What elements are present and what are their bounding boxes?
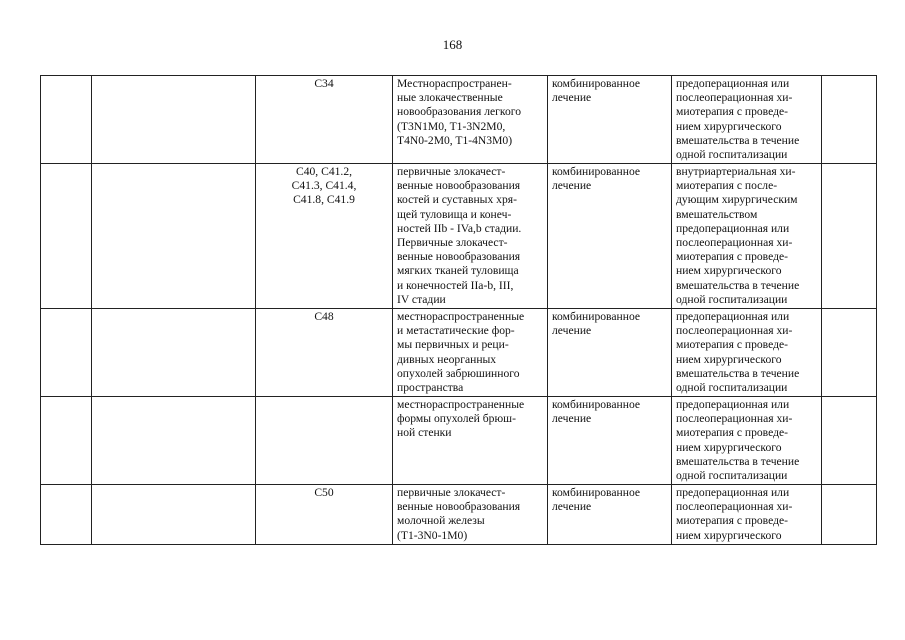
treatment-type-cell (548, 485, 672, 545)
icd-code-cell (256, 397, 393, 485)
treatment-method-line: вмешательства в течение (676, 133, 800, 147)
cost-cell (822, 76, 877, 164)
icd-code-cell (256, 164, 393, 309)
row-number-cell (41, 76, 92, 164)
treatment-type-line: комбинированное (552, 310, 641, 323)
diagnosis-cell (393, 76, 548, 164)
diagnosis-line: новообразования легкого (397, 105, 522, 119)
treatment-method-line: послеоперационная хи- (676, 91, 793, 105)
diagnosis-line: Первичные злокачест- (397, 236, 508, 250)
treatment-method-line: нием хирургического (676, 264, 782, 278)
row-number-cell (41, 485, 92, 545)
diagnosis-line: и метастатические фор- (397, 324, 515, 338)
treatment-method-line: дующим хирургическим (676, 193, 798, 207)
diagnosis-line: первичные злокачест- (397, 486, 506, 499)
diagnosis-cell (393, 164, 548, 309)
treatment-method-line: миотерапия с после- (676, 179, 778, 193)
diagnosis-line: ностей IIb - IVa,b стадии. (397, 221, 522, 235)
diagnosis-line: Местнораспространен- (397, 77, 512, 90)
treatment-type-line: комбинированное (552, 486, 641, 499)
diagnosis-line: венные новообразования (397, 500, 521, 514)
treatment-method-line: послеоперационная хи- (676, 324, 793, 338)
table-row (41, 164, 877, 309)
row-number-cell (41, 309, 92, 397)
diagnosis-line: IV стадии (397, 292, 446, 306)
table-row (41, 309, 877, 397)
diagnosis-cell (393, 309, 548, 397)
treatment-type-cell (548, 397, 672, 485)
treatment-method-line: предоперационная или (676, 310, 790, 323)
treatment-method-line: предоперационная или (676, 77, 790, 90)
treatment-method-cell (672, 309, 822, 397)
treatment-method-line: вмешательства в течение (676, 278, 800, 292)
treatment-method-line: нием хирургического (676, 440, 782, 454)
treatment-type-cell (548, 76, 672, 164)
treatment-type-line: лечение (552, 412, 592, 426)
treatment-method-line: вмешательства в течение (676, 366, 800, 380)
row-number-cell (41, 397, 92, 485)
diagnosis-line: дивных неорганных (397, 352, 497, 366)
diagnosis-line: (T3N1M0, T1-3N2M0, (397, 119, 506, 133)
diagnosis-line: опухолей забрюшинного (397, 366, 520, 380)
diagnosis-line: (T1-3N0-1M0) (397, 528, 468, 542)
row-number-cell (41, 164, 92, 309)
treatment-method-line: одной госпитализации (676, 148, 788, 162)
diagnosis-line: молочной железы (397, 514, 485, 528)
table-row (41, 76, 877, 164)
treatment-method-line: внутриартериальная хи- (676, 165, 796, 178)
diagnosis-line: щей туловища и конеч- (397, 207, 512, 221)
treatment-method-line: предоперационная или (676, 398, 790, 411)
care-type-cell (92, 76, 256, 164)
treatment-type-cell (548, 164, 672, 309)
diagnosis-cell (393, 485, 548, 545)
care-type-cell (92, 397, 256, 485)
diagnosis-line: T4N0-2M0, T1-4N3M0) (397, 133, 513, 147)
treatment-type-line: лечение (552, 500, 592, 514)
diagnosis-cell (393, 397, 548, 485)
diagnosis-line: костей и суставных хря- (397, 193, 517, 207)
treatment-method-cell (672, 485, 822, 545)
treatment-method-line: нием хирургического (676, 352, 782, 366)
care-type-cell (92, 309, 256, 397)
diagnosis-line: мягких тканей туловища (397, 264, 519, 278)
treatment-method-line: нием хирургического (676, 528, 782, 542)
treatment-method-line: предоперационная или (676, 221, 790, 235)
treatment-method-line: одной госпитализации (676, 381, 788, 395)
care-type-cell (92, 485, 256, 545)
icd-code-line: C34 (314, 77, 334, 90)
treatment-method-line: послеоперационная хи- (676, 500, 793, 514)
diagnosis-line: венные новообразования (397, 250, 521, 264)
diagnosis-line: и конечностей IIa-b, III, (397, 278, 514, 292)
icd-code-line: C41.3, C41.4, (291, 179, 357, 193)
treatment-method-cell (672, 397, 822, 485)
treatment-method-line: миотерапия с проведе- (676, 514, 788, 528)
diagnosis-line: формы опухолей брюш- (397, 412, 516, 426)
page-number: 168 (442, 37, 463, 52)
treatment-type-line: лечение (552, 91, 592, 105)
treatment-method-line: одной госпитализации (676, 469, 788, 483)
cost-cell (822, 397, 877, 485)
treatment-method-line: предоперационная или (676, 486, 790, 499)
treatment-method-line: миотерапия с проведе- (676, 426, 788, 440)
diagnosis-line: местнораспространенные (397, 398, 525, 411)
treatment-method-line: нием хирургического (676, 119, 782, 133)
diagnosis-line: венные новообразования (397, 179, 521, 193)
diagnosis-line: пространства (397, 381, 464, 395)
diagnosis-line: местнораспространенные (397, 310, 525, 323)
icd-code-cell (256, 485, 393, 545)
treatment-type-line: лечение (552, 179, 592, 193)
table-row (41, 485, 877, 545)
treatment-method-line: миотерапия с проведе- (676, 105, 788, 119)
cost-cell (822, 485, 877, 545)
icd-code-line: C48 (314, 310, 334, 323)
cost-cell (822, 309, 877, 397)
icd-code-line: C50 (314, 486, 334, 499)
treatment-method-line: послеоперационная хи- (676, 236, 793, 250)
icd-code-cell (256, 76, 393, 164)
treatment-method-line: послеоперационная хи- (676, 412, 793, 426)
treatment-type-line: комбинированное (552, 77, 641, 90)
treatment-method-line: миотерапия с проведе- (676, 250, 788, 264)
treatment-type-cell (548, 309, 672, 397)
treatment-table (40, 75, 877, 545)
icd-code-line: C40, C41.2, (295, 165, 353, 178)
icd-code-cell (256, 309, 393, 397)
treatment-method-line: вмешательством (676, 207, 758, 221)
treatment-method-line: миотерапия с проведе- (676, 338, 788, 352)
diagnosis-line: ной стенки (397, 426, 452, 440)
treatment-method-line: вмешательства в течение (676, 454, 800, 468)
diagnosis-line: мы первичных и реци- (397, 338, 509, 352)
treatment-method-line: одной госпитализации (676, 292, 788, 306)
treatment-type-line: комбинированное (552, 398, 641, 411)
table-row (41, 397, 877, 485)
treatment-type-line: комбинированное (552, 165, 641, 178)
treatment-method-cell (672, 76, 822, 164)
diagnosis-line: первичные злокачест- (397, 165, 506, 178)
treatment-type-line: лечение (552, 324, 592, 338)
treatment-method-cell (672, 164, 822, 309)
diagnosis-line: ные злокачественные (397, 91, 503, 105)
icd-code-line: C41.8, C41.9 (293, 193, 355, 207)
cost-cell (822, 164, 877, 309)
care-type-cell (92, 164, 256, 309)
